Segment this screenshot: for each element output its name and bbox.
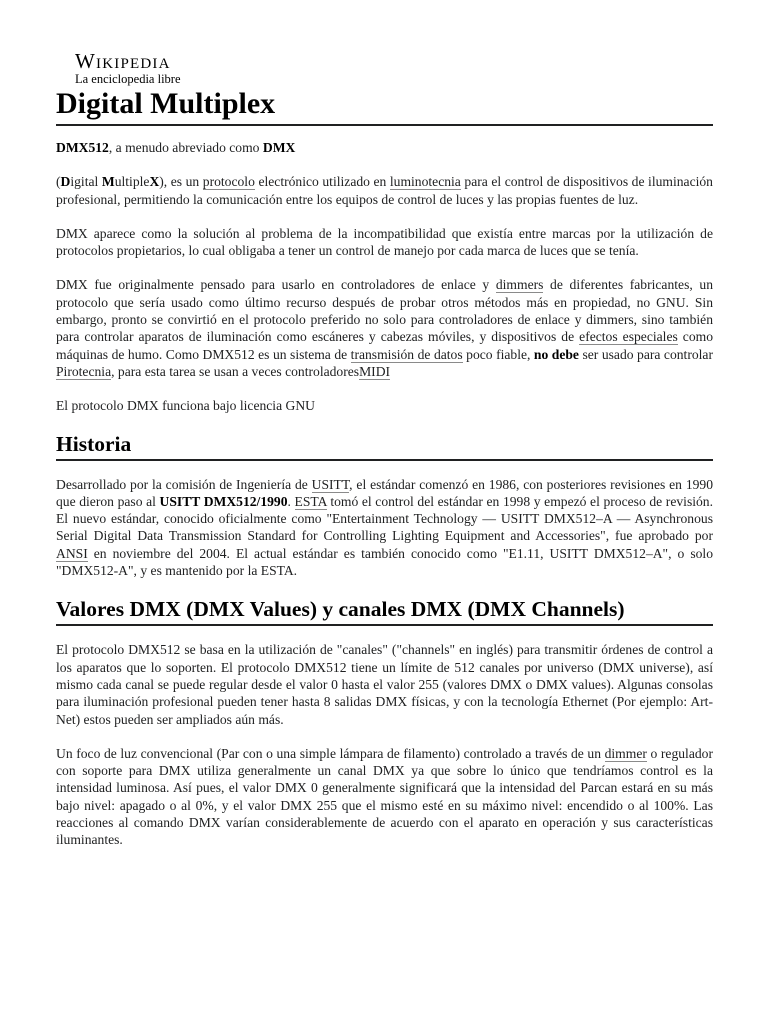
- link-protocolo[interactable]: protocolo: [202, 174, 255, 190]
- text: Desarrollado por la comisión de Ingeniería de: [56, 476, 312, 492]
- link-dimmer[interactable]: dimmer: [604, 745, 647, 761]
- article: [56, 50, 713, 849]
- text: o regulador con soporte para DMX utiliza generalmente un canal DMX ya que sobre lo único que tendríamos control es la intensidad luminosa. Así pues, el valor DMX 0 generalmente significará que la intensidad del Parcan estará en su más bajo nivel: apagado o al 0%, y el valor DMX 255 que el mismo esté en su máximo nivel: encendido o al 100%. Las reacciones al comando DMX varían considerablemente de acuerdo con el aparato en operación y sus características iluminantes.: [56, 745, 713, 848]
- text: , el estándar comenzó en 1986, con posteriores revisiones en 1990 que dieron paso al: [56, 476, 714, 509]
- intro-paragraph: [56, 139, 713, 156]
- link-usitt[interactable]: USITT: [311, 476, 350, 492]
- intro-text: , a menudo abreviado como: [108, 140, 263, 155]
- text: ultiple: [114, 174, 150, 190]
- text: igital: [70, 174, 102, 190]
- wikipedia-logo[interactable]: [75, 50, 713, 86]
- text: , para esta tarea se usan a veces controladores: [111, 363, 360, 379]
- link-ansi[interactable]: ANSI: [56, 545, 88, 561]
- text: ser usado para controlar: [578, 346, 713, 362]
- paragraph-license: El protocolo DMX funciona bajo licencia GNU: [56, 398, 315, 414]
- text: tomó el control del estándar en 1998 y empezó el proceso de revisión. El nuevo estándar, conocido oficialmente como "Entertainment Technology — USITT DMX512–A — Asynchronous Serial Digital Data Transmission Standard for Controlling Lighting Equipment and Accessories", fue aprobado por: [56, 493, 713, 544]
- bold-usitt-dmx512-1990: USITT DMX512/1990: [159, 493, 288, 509]
- paragraph-canales: El protocolo DMX512 se basa en la utilización de "canales" ("channels" en inglés) para transmitir órdenes de control a los aparatos que lo soporten. El protocolo DMX512 tiene un límite de 512 canales por universo (DMX universe), así mismo cada canal se puede regular desde el valor 0 hasta el valor 255 (valores DMX o DMX values). Algunas consolas para iluminación profesional pueden tener hasta 8 salidas DMX físicas, y con la tecnología Ethernet (Por ejemplo: Art-Net) estos pueden ser ampliados aún más.: [56, 642, 713, 727]
- page-title: Digital Multiplex: [56, 86, 713, 126]
- bold-letter: X: [149, 174, 160, 190]
- text: ), es un: [159, 174, 203, 190]
- link-luminotecnia[interactable]: luminotecnia: [389, 174, 461, 190]
- text: electrónico utilizado en: [254, 174, 390, 190]
- text: en noviembre del 2004. El actual estándar es también conocido como "E1.11, USITT DMX512–A", o solo "DMX512-A", y es mantenido por la ESTA.: [56, 545, 713, 579]
- paragraph-definition: [56, 173, 713, 208]
- paragraph-usage: [56, 276, 713, 380]
- text: poco fiable,: [462, 346, 534, 362]
- text: de diferentes fabricantes, un protocolo que sería usado como último recurso después de probar otros métodos más en propiedad, no GNU. Sin embargo, pronto se convirtió en el protocolo preferido no solo para controladores de enlace y dimmers, sino también para controlar aparatos de iluminación como escáneres y cabezas móviles, y dispositivos de: [56, 277, 713, 345]
- text: Un foco de luz convencional (Par con o una simple lámpara de filamento) controlado a través de un: [56, 745, 605, 761]
- link-esta[interactable]: ESTA: [294, 493, 327, 509]
- text: para el control de dispositivos de iluminación profesional, permitiendo la comunicación entre los equipos de control de luces y las propias fuentes de luz.: [56, 174, 713, 207]
- logo-wordmark: Wikipedia: [75, 49, 171, 73]
- paragraph-foco: [56, 745, 713, 849]
- bold-term-dmx: DMX: [262, 140, 296, 155]
- link-efectos-especiales[interactable]: efectos especiales: [579, 329, 678, 345]
- link-midi[interactable]: MIDI: [359, 363, 391, 379]
- section-heading-valores: Valores DMX (DMX Values) y canales DMX (DMX Channels): [56, 595, 713, 626]
- text: (: [56, 174, 61, 190]
- bold-no-debe: no debe: [533, 346, 579, 362]
- link-dimmers[interactable]: dimmers: [495, 277, 544, 293]
- text: DMX fue originalmente pensado para usarlo en controladores de enlace y: [56, 277, 496, 293]
- text: .: [287, 493, 295, 509]
- bold-term-dmx512: DMX512: [56, 140, 109, 155]
- link-pirotecnia[interactable]: Pirotecnia: [56, 363, 112, 379]
- text: como máquinas de humo. Como DMX512 es un sistema de: [56, 329, 714, 362]
- paragraph-origin: DMX aparece como la solución al problema de la incompatibilidad que existía entre marcas por la utilización de protocolos propietarios, lo cual obligaba a tener un control de manejo por cada marca de luces que se tenía.: [56, 225, 713, 259]
- bold-letter: M: [101, 174, 115, 190]
- paragraph-historia: [56, 476, 713, 580]
- bold-letter: D: [60, 174, 71, 190]
- link-transmision-de-datos[interactable]: transmisión de datos: [350, 346, 463, 362]
- section-heading-historia: Historia: [56, 430, 713, 461]
- logo-tagline: La enciclopedia libre: [75, 72, 181, 86]
